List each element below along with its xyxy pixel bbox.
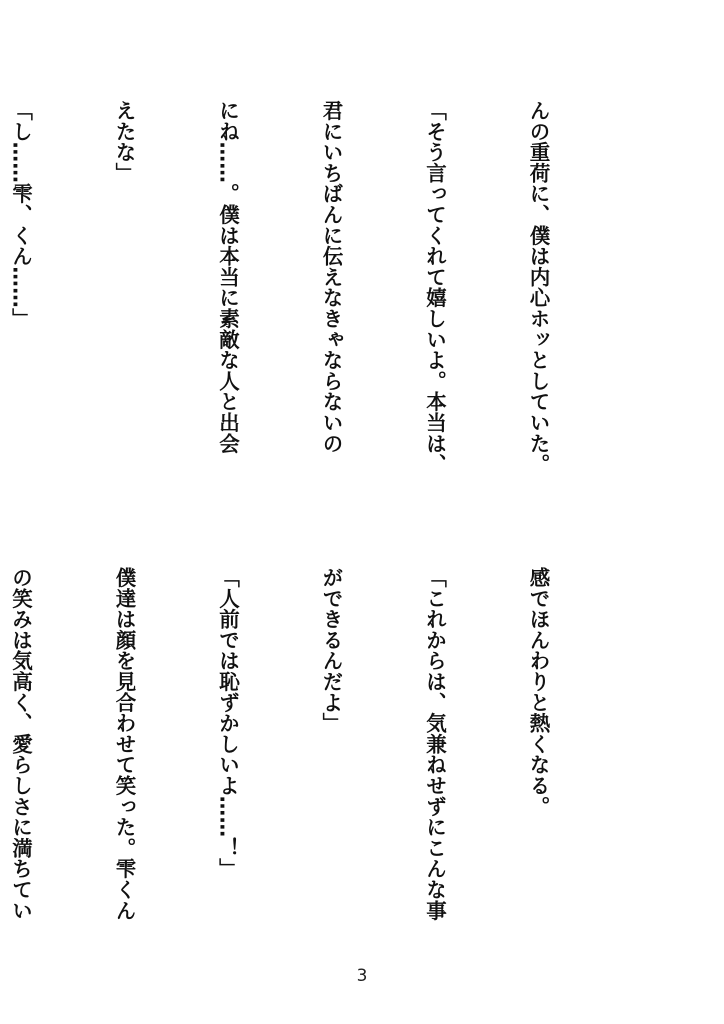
text-column: 感でほんわりと熱くなる。	[526, 567, 550, 817]
text-column: 君にいちばんに伝えなきゃならないの	[319, 100, 343, 454]
text-column: ができるんだよ」	[319, 567, 343, 734]
lower-text-block	[0, 567, 624, 967]
text-column: 「人前では恥ずかしいよ……！」	[215, 567, 240, 879]
text-column: 僕達は顔を見合わせて笑った。雫くん	[112, 567, 136, 921]
text-column: んの重荷に、僕は内心ホッとしていた。	[526, 100, 550, 475]
text-column: 「これからは、気兼ねせずにこんな事	[422, 567, 447, 921]
upper-text-block	[0, 100, 624, 510]
text-column: 「し……雫、くん……」	[8, 100, 33, 329]
text-column: 「そう言ってくれて嬉しいよ。本当は、	[422, 100, 447, 475]
text-column: の笑みは気高く、愛らしさに満ちてい	[8, 567, 33, 921]
page-number: 3	[356, 966, 368, 986]
text-column: にね……。僕は本当に素敵な人と出会	[215, 100, 240, 454]
text-column: えたな」	[112, 100, 136, 184]
